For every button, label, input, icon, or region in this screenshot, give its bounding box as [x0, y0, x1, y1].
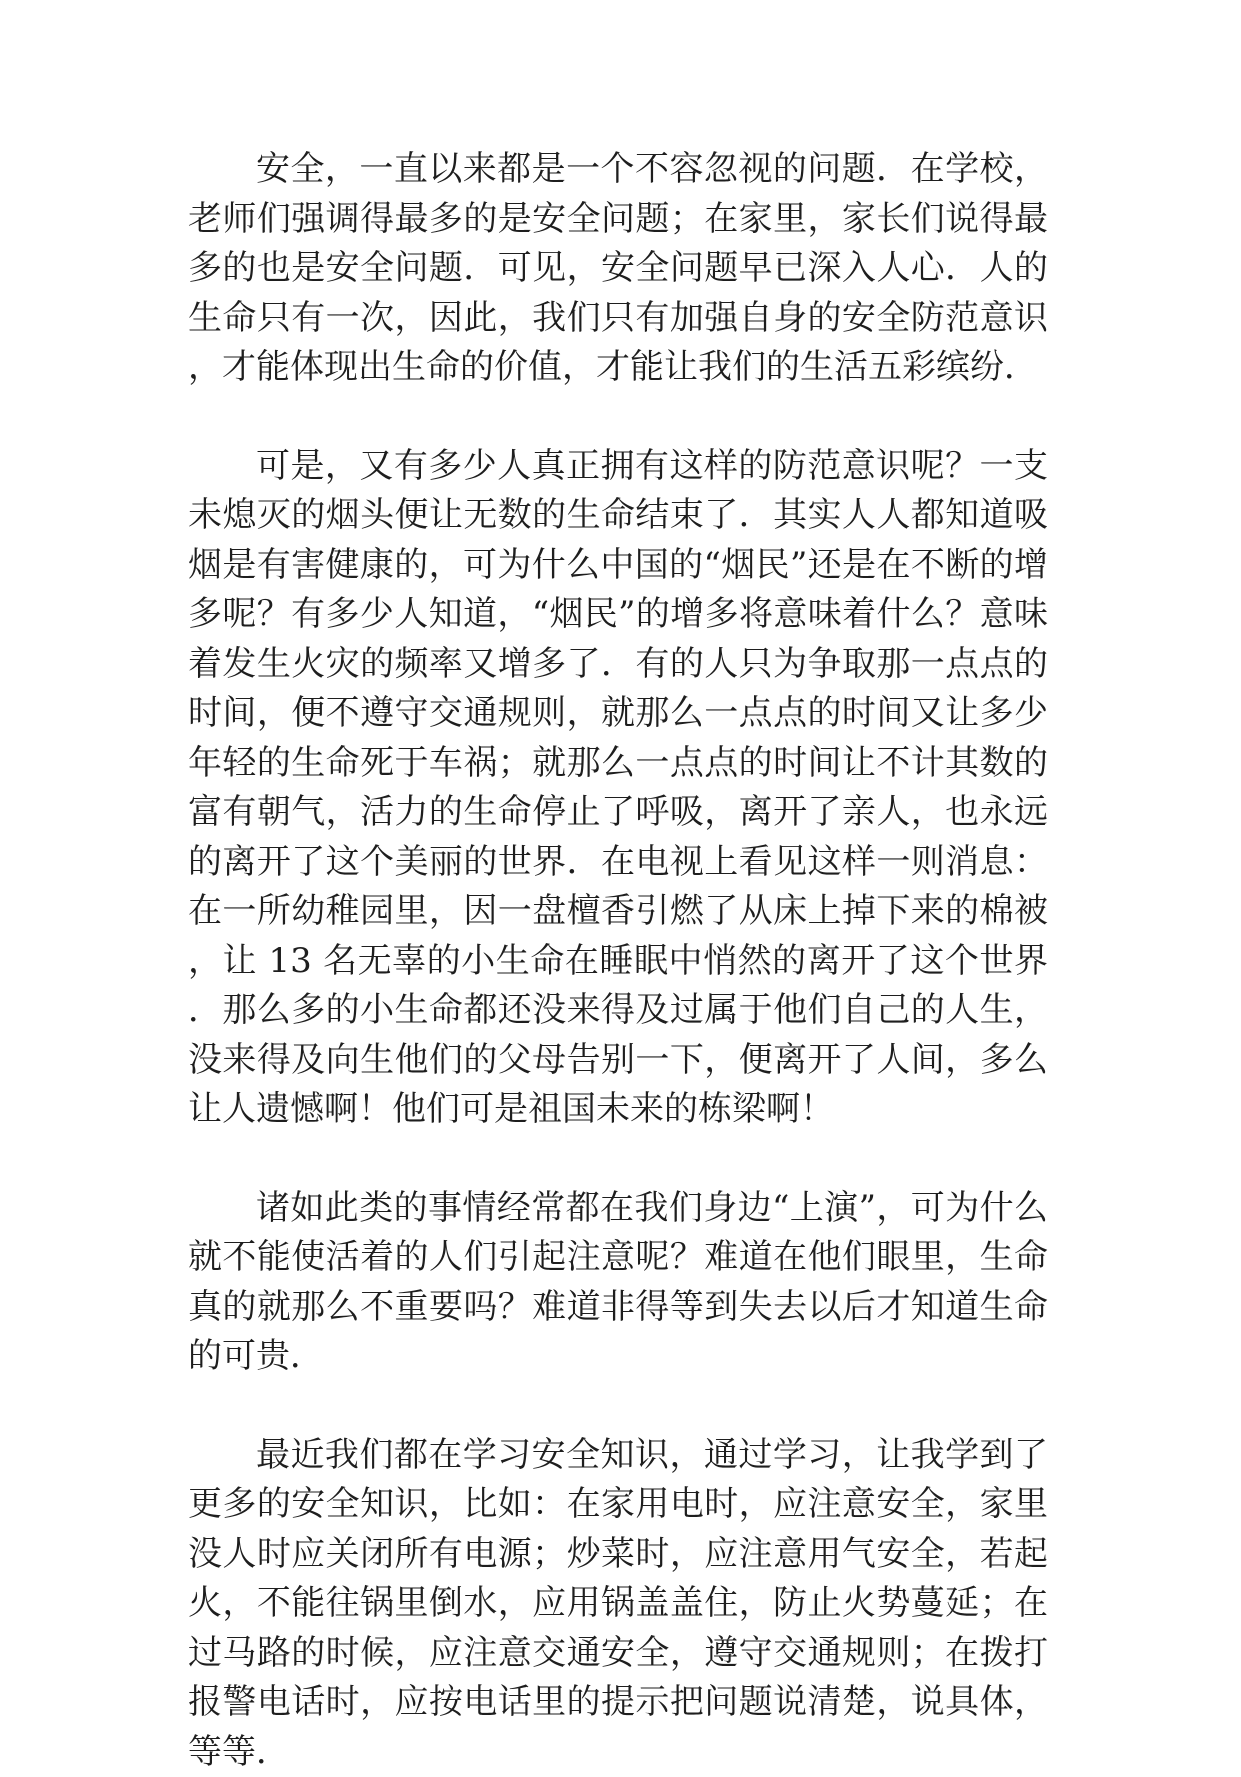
paragraph-4: 最近我们都在学习安全知识，通过学习，让我学到了更多的安全知识，比如：在家用电时，应注意安全，家里没人时应关闭所有电源；炒菜时，应注意用气安全，若起火，不能往锅里倒水，应用锅盖盖住，防止火势蔓延；在过马路的时候，应注意交通安全，遵守交通规则；在拨打报警电话时，应按电话里的提示把问题说清楚，说具体，等等．	[188, 1431, 1048, 1777]
paragraph-1: 安全，一直以来都是一个不容忽视的问题．在学校，老师们强调得最多的是安全问题；在家里，家长们说得最多的也是安全问题．可见，安全问题早已深入人心．人的生命只有一次，因此，我们只有加强自身的安全防范意识，才能体现出生命的价值，才能让我们的生活五彩缤纷．	[188, 145, 1048, 393]
paragraph-2: 可是，又有多少人真正拥有这样的防范意识呢？一支未熄灭的烟头便让无数的生命结束了．其实人人都知道吸烟是有害健康的，可为什么中国的“烟民”还是在不断的增多呢？有多少人知道，“烟民”的增多将意味着什么？意味着发生火灾的频率又增多了．有的人只为争取那一点点的时间，便不遵守交通规则，就那么一点点的时间又让多少年轻的生命死于车祸；就那么一点点的时间让不计其数的富有朝气，活力的生命停止了呼吸，离开了亲人，也永远的离开了这个美丽的世界．在电视上看见这样一则消息：在一所幼稚园里，因一盘檀香引燃了从床上掉下来的棉被，让 13 名无辜的小生命在睡眠中悄然的离开了这个世界．那么多的小生命都还没来得及过属于他们自己的人生，没来得及向生他们的父母告别一下，便离开了人间，多么让人遗憾啊！他们可是祖国未来的栋梁啊！	[188, 442, 1048, 1135]
document-body	[188, 145, 1048, 1777]
paragraph-3: 诸如此类的事情经常都在我们身边“上演”，可为什么就不能使活着的人们引起注意呢？难道在他们眼里，生命真的就那么不重要吗？难道非得等到失去以后才知道生命的可贵．	[188, 1184, 1048, 1382]
